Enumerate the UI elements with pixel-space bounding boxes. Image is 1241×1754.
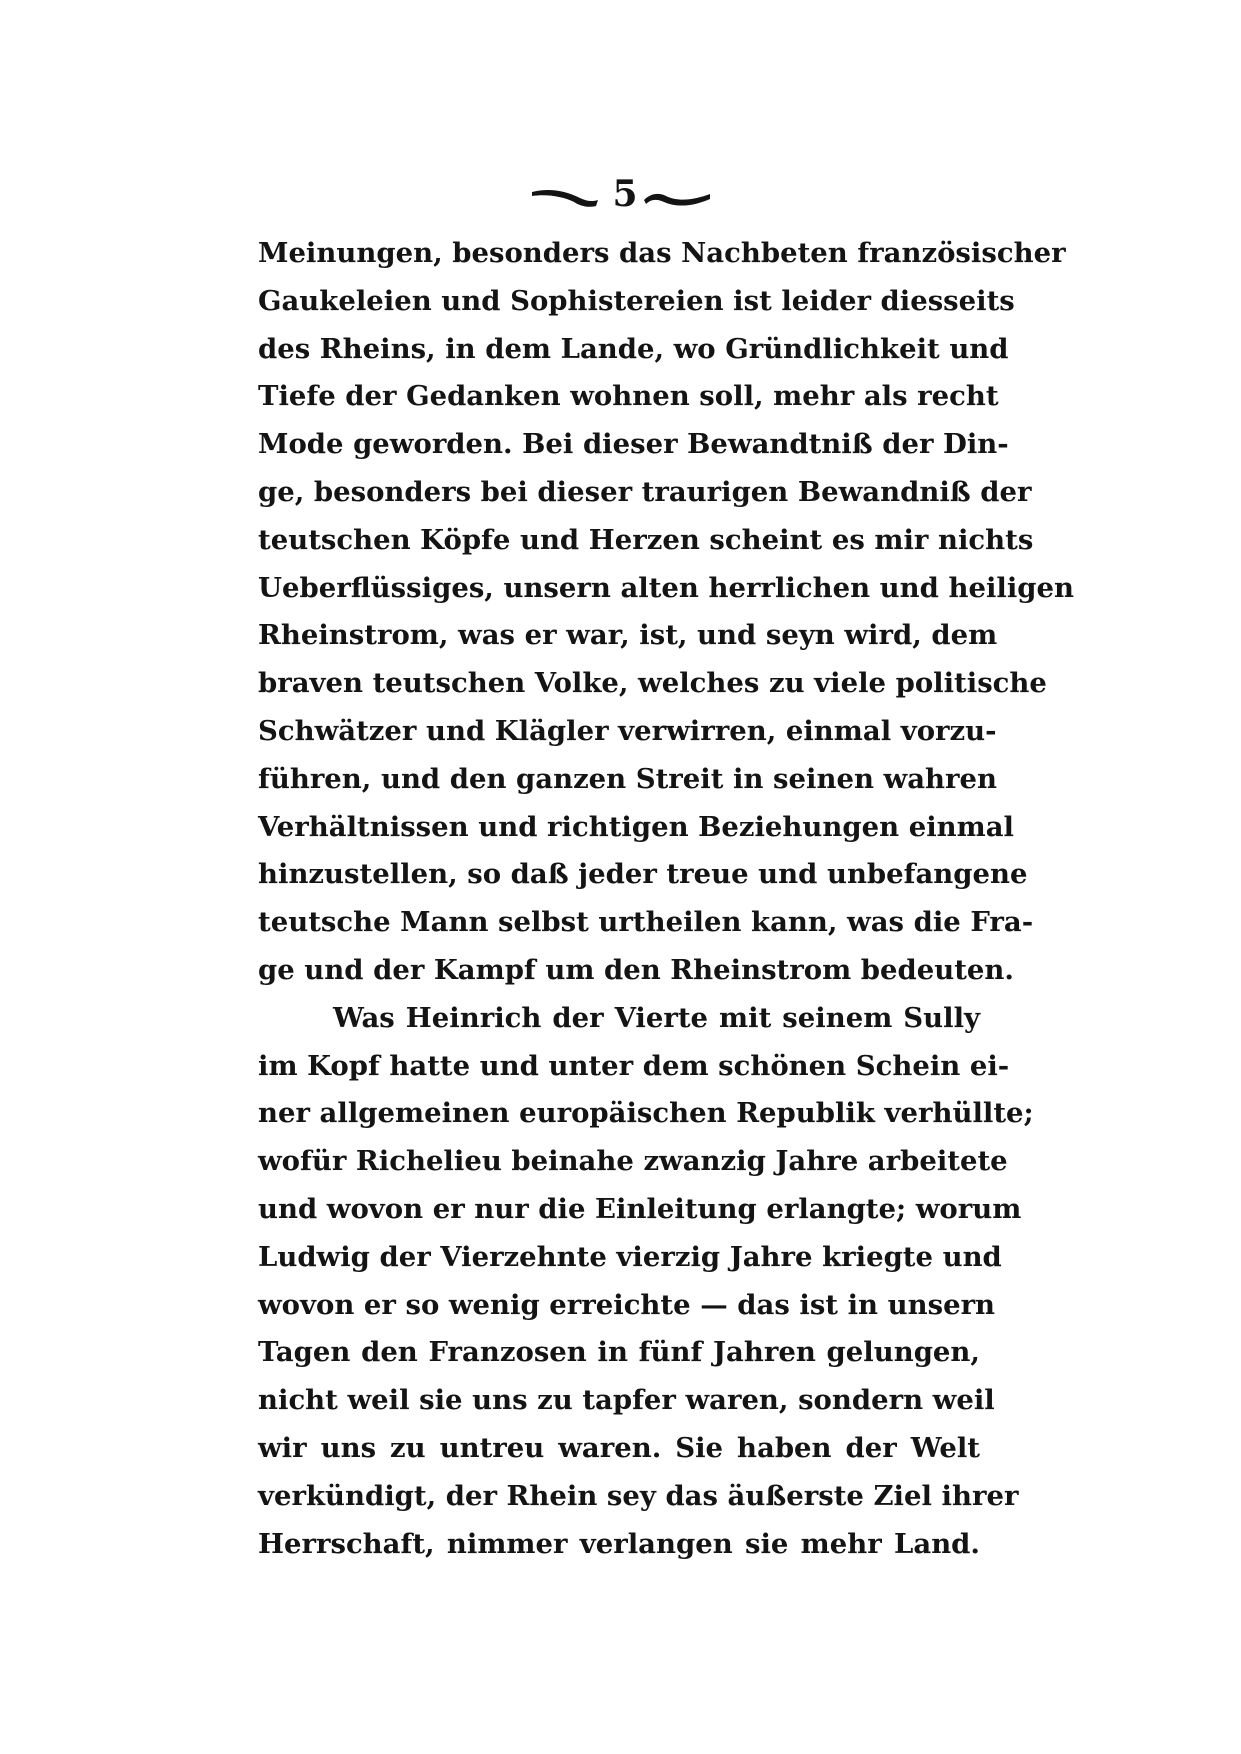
text-line: wofür Richelieu beinahe zwanzig Jahre arbeitete xyxy=(258,1145,1008,1178)
paragraph-1 xyxy=(258,230,1075,995)
text-line: Ueberflüssiges, unsern alten herrlichen und heiligen xyxy=(258,571,1075,604)
text-line: Verhältnissen und richtigen Beziehungen einmal xyxy=(258,810,1015,843)
text-line: Meinungen, besonders das Nachbeten französischer xyxy=(258,237,1066,269)
text-line: teutsche Mann selbst urtheilen kann, was die Fra- xyxy=(258,906,1034,939)
page-number: 5 xyxy=(612,173,638,215)
text-line: verkündigt, der Rhein sey das äußerste Ziel ihrer xyxy=(258,1479,1019,1512)
text-line: ge, besonders bei dieser traurigen Bewandniß der xyxy=(258,475,1032,508)
paragraph-2 xyxy=(258,995,1034,1569)
text-line: Was Heinrich der Vierte mit seinem Sully xyxy=(333,1001,980,1034)
text-line: ge und der Kampf um den Rheinstrom bedeuten. xyxy=(258,953,1014,986)
text-line: Tagen den Franzosen in fünf Jahren gelungen, xyxy=(258,1336,980,1369)
text-line: nicht weil sie uns zu tapfer waren, sondern weil xyxy=(258,1384,995,1417)
text-line: des Rheins, in dem Lande, wo Gründlichkeit und xyxy=(258,332,1009,365)
text-line: Gaukeleien und Sophistereien ist leider diesseits xyxy=(258,284,1015,317)
text-line: braven teutschen Volke, welches zu viele politische xyxy=(258,667,1047,700)
text-line: Rheinstrom, was er war, ist, und seyn wird, dem xyxy=(258,619,998,652)
text-line: Mode geworden. Bei dieser Bewandtniß der Din- xyxy=(258,428,1009,461)
left-ornament-icon xyxy=(530,186,600,210)
text-line: hinzustellen, so daß jeder treue und unbefangene xyxy=(258,858,1028,891)
text-line: Ludwig der Vierzehnte vierzig Jahre kriegte und xyxy=(258,1240,1002,1273)
text-line: Tiefe der Gedanken wohnen soll, mehr als recht xyxy=(258,380,999,413)
text-line: teutschen Köpfe und Herzen scheint es mir nichts xyxy=(258,523,1034,556)
text-line: wir uns zu untreu waren. Sie haben der Welt xyxy=(258,1431,980,1464)
text-line: wovon er so wenig erreichte — das ist in unsern xyxy=(258,1288,996,1321)
right-ornament-icon xyxy=(642,186,712,210)
text-line: ner allgemeinen europäischen Republik verhüllte; xyxy=(258,1097,1034,1130)
text-line: führen, und den ganzen Streit in seinen wahren xyxy=(258,762,997,795)
text-line: Schwätzer und Klägler verwirren, einmal vorzu- xyxy=(258,714,997,747)
text-line: und wovon er nur die Einleitung erlangte; worum xyxy=(258,1192,1022,1225)
text-line: Herrschaft, nimmer verlangen sie mehr Land. xyxy=(258,1527,980,1560)
page-header xyxy=(500,168,740,228)
text-line: im Kopf hatte und unter dem schönen Schein ei- xyxy=(258,1049,1010,1082)
page-body xyxy=(258,230,1075,1568)
